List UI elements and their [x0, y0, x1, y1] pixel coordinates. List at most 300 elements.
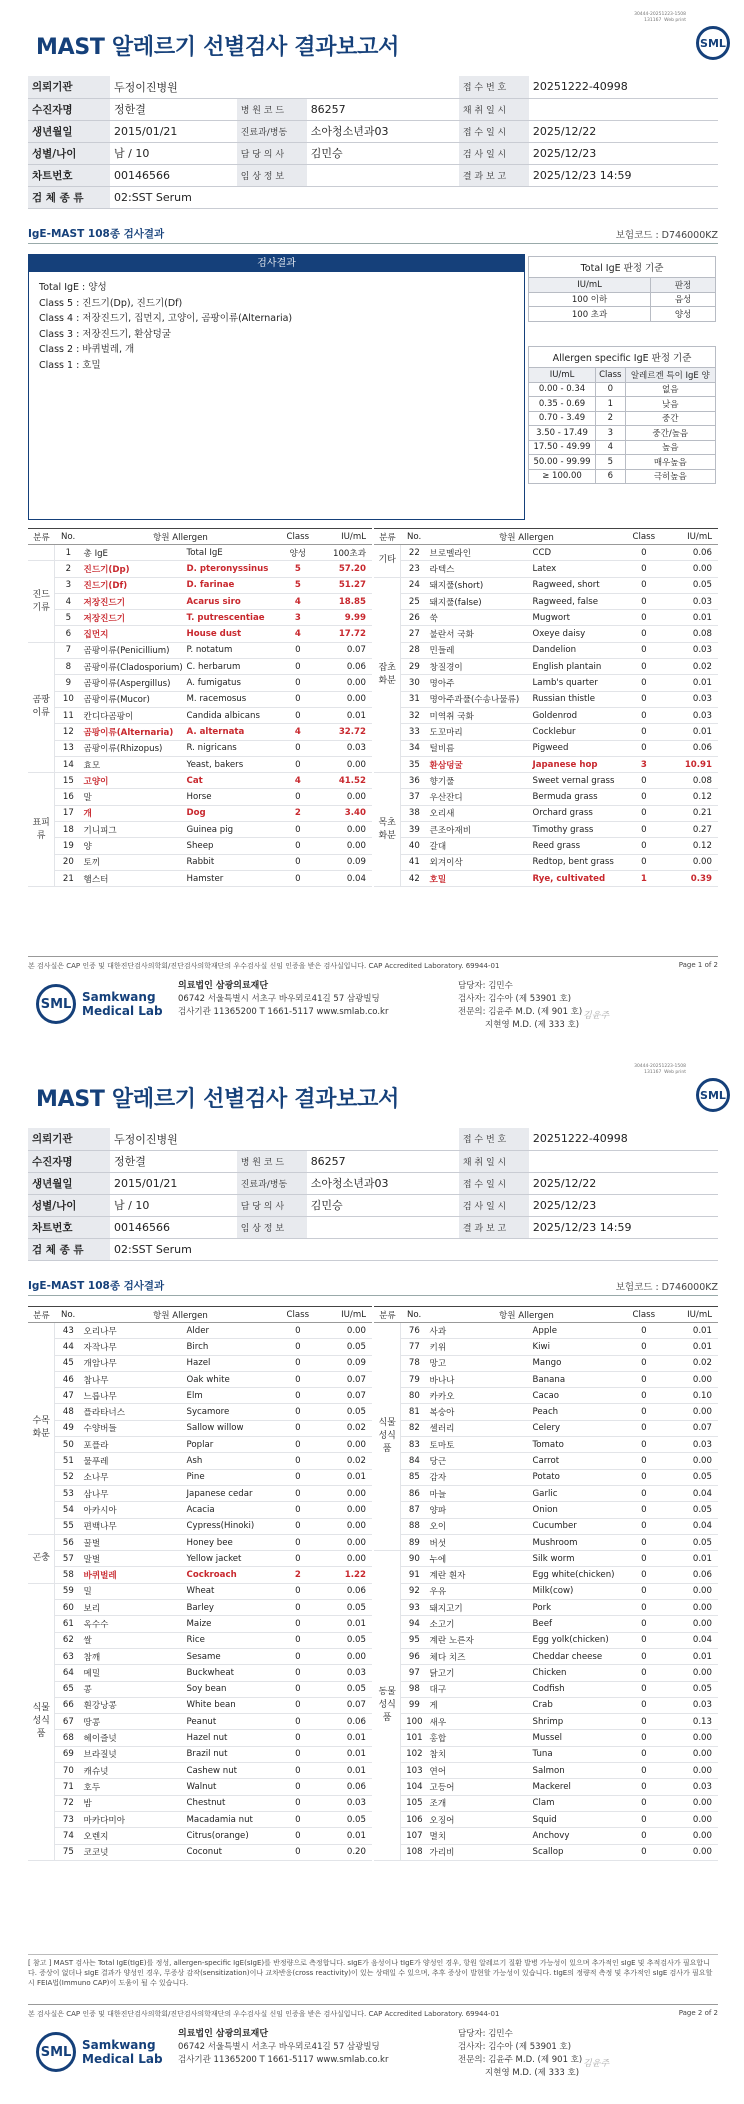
allergen-korean: 토끼	[82, 854, 185, 870]
allergen-class: 0	[625, 1746, 662, 1762]
allergen-no: 39	[401, 822, 428, 838]
allergen-value: 0.00	[316, 1648, 372, 1664]
category-label: 목초화분	[374, 773, 401, 887]
allergen-value: 0.00	[662, 1453, 718, 1469]
allergen-class: 0	[279, 1632, 316, 1648]
criteria-row	[529, 455, 716, 470]
allergen-korean: 고등어	[428, 1779, 531, 1795]
total-ige-criteria	[528, 256, 716, 322]
column-header: No.	[401, 1307, 428, 1323]
allergen-no: 5	[55, 610, 82, 626]
allergen-no: 32	[401, 707, 428, 723]
allergen-english: Tomato	[531, 1437, 626, 1453]
allergen-english: Oxeye daisy	[531, 626, 626, 642]
table-row	[28, 724, 372, 740]
allergen-english: A. fumigatus	[185, 675, 280, 691]
allergen-english: Shrimp	[531, 1714, 626, 1730]
table-row	[28, 1485, 372, 1501]
table-row	[374, 1828, 718, 1844]
allergen-korean: 연어	[428, 1763, 531, 1779]
allergen-no: 7	[55, 642, 82, 658]
allergen-korean: 보리	[82, 1600, 185, 1616]
allergen-english: D. pteronyssinus	[185, 561, 280, 577]
table-row	[374, 870, 718, 886]
allergen-value: 0.02	[316, 1420, 372, 1436]
allergen-no: 18	[55, 822, 82, 838]
signature: 김윤주	[583, 1011, 610, 1021]
allergen-value: 3.40	[316, 805, 372, 821]
allergen-value: 0.00	[316, 1518, 372, 1534]
table-row	[374, 1355, 718, 1371]
allergen-english: Cypress(Hinoki)	[185, 1518, 280, 1534]
allergen-class: 0	[625, 1730, 662, 1746]
table-row	[374, 691, 718, 707]
allergen-no: 31	[401, 691, 428, 707]
allergen-class: 0	[625, 740, 662, 756]
allergen-korean: 갈대	[428, 838, 531, 854]
allergen-class: 0	[625, 724, 662, 740]
allergen-value: 0.00	[662, 1811, 718, 1827]
hospital-code: 86257	[307, 98, 459, 120]
criteria-cell: 1	[596, 397, 626, 412]
allergen-class: 0	[625, 1811, 662, 1827]
allergen-english: Barley	[185, 1600, 280, 1616]
allergen-class: 0	[279, 756, 316, 772]
table-row	[28, 1616, 372, 1632]
table-row	[374, 1648, 718, 1664]
column-header: 분류	[28, 529, 55, 545]
allergen-value: 17.72	[316, 626, 372, 642]
test-date: 2025/12/23	[529, 142, 718, 164]
table-row	[28, 1632, 372, 1648]
table-row	[28, 789, 372, 805]
allergen-no: 29	[401, 659, 428, 675]
allergen-korean: 양	[82, 838, 185, 854]
signers: 담당자: 김민수 검사자: 김수아 (제 53901 호) 전문의: 김윤주 M.D. (제 901 호) 지현영 M.D. (제 333 호)	[458, 2029, 583, 2078]
allergen-korean: 외겨이삭	[428, 854, 531, 870]
allergen-value: 9.99	[316, 610, 372, 626]
allergen-class: 3	[279, 610, 316, 626]
allergen-korean: 참나무	[82, 1371, 185, 1387]
allergen-no: 102	[401, 1746, 428, 1762]
allergen-value: 0.08	[662, 626, 718, 642]
table-row	[374, 1502, 718, 1518]
allergen-value: 0.12	[662, 789, 718, 805]
column-header: Class	[279, 529, 316, 545]
allergen-class: 0	[625, 593, 662, 609]
allergen-no: 47	[55, 1388, 82, 1404]
allergen-english: Soy bean	[185, 1681, 280, 1697]
allergen-korean: 햄스터	[82, 870, 185, 886]
column-header: Class	[625, 529, 662, 545]
allergen-no: 75	[55, 1844, 82, 1860]
table-row	[28, 1697, 372, 1713]
table-row	[28, 1795, 372, 1811]
allergen-english: Pine	[185, 1469, 280, 1485]
allergen-english: Squid	[531, 1811, 626, 1827]
table-row	[28, 1371, 372, 1387]
column-header: IU/mL	[316, 1307, 372, 1323]
allergen-korean: 수양버들	[82, 1420, 185, 1436]
allergen-no: 30	[401, 675, 428, 691]
allergen-class: 0	[279, 1355, 316, 1371]
allergen-korean: 가리비	[428, 1844, 531, 1860]
allergen-no: 24	[401, 577, 428, 593]
allergen-class: 0	[279, 854, 316, 870]
allergen-value: 0.00	[316, 1551, 372, 1567]
allergen-value: 0.05	[662, 1502, 718, 1518]
allergen-korean: 돼지고기	[428, 1600, 531, 1616]
allergen-english: Japanese cedar	[185, 1485, 280, 1501]
allergen-class: 0	[279, 1746, 316, 1762]
table-row	[374, 854, 718, 870]
table-row	[374, 1697, 718, 1713]
allergen-no: 107	[401, 1828, 428, 1844]
allergen-no: 14	[55, 756, 82, 772]
allergen-value: 0.07	[316, 1388, 372, 1404]
allergen-value: 18.85	[316, 593, 372, 609]
allergen-korean: 소고기	[428, 1616, 531, 1632]
allergen-value: 0.01	[316, 1469, 372, 1485]
allergen-value: 0.01	[316, 1730, 372, 1746]
criteria-cell: 3	[596, 426, 626, 441]
allergen-english: Ragweed, false	[531, 593, 626, 609]
allergen-no: 23	[401, 561, 428, 577]
allergen-no: 2	[55, 561, 82, 577]
allergen-class: 0	[625, 1371, 662, 1387]
allergen-korean: 옥수수	[82, 1616, 185, 1632]
allergen-class: 0	[625, 691, 662, 707]
specimen-type: 02:SST Serum	[110, 186, 718, 208]
allergen-no: 71	[55, 1779, 82, 1795]
criteria-caption: Total IgE 판정 기준	[528, 256, 716, 277]
allergen-korean: 불란서 국화	[428, 626, 531, 642]
report-page-2: 30444-20251223-1508 131167 Web print MAST 알레르기 선별검사 결과보고서 SML 의뢰기관 두정이진병원 접 수 번 호 20251222-40998 수진자명 정한결 병 원 코 드 86257 채 취 일 시 생년월일 2015/01/21 진료과/병동 소아청소년과03 접 수 일 시 2025/12/22 성별/나이 남 / 10 담 당 의 사 김민승 검 사 일 시 2025/12/23 차트번호 00146566 임 상 정 보 결 과 보 고 2025/12/23 14:59 검 체 종 류 02:SST Serum IgE-MAST 108종 검사결과 보험코드 : D746000KZ 분류 No. 항원 Allergen Class IU/mL 수목화분 43 오리나무 Alder 0 0.00 44 자작나무 Birch 0 0.05 45 개암나무 Hazel 0 0.09 46 참나무 Oak white 0 0.07 47 느릅나무 Elm 0 0.07 48 플라타너스 Sycamore 0 0.05 49 수양버들 Sallow willow 0 0.02 50 포플라 Poplar 0 0.00 51 물푸레 Ash 0 0.02 52 소나무 Pine 0 0.01 53 삼나무 Japanese cedar 0 0.00 54 아카시아 Acacia 0 0.00 55 편백나무 Cypress(Hinoki) 0 0.00 곤충 56 꿀벌 Honey bee 0 0.00 57 말벌 Yellow jacket 0 0.00 58 바퀴벌레 Cockroach 2 1.22 식물성식품 59 밀 Wheat 0 0.06 60 보리 Barley 0 0.05 61 옥수수 Maize 0 0.01 62 쌀 Rice 0 0.05 63 참깨 Sesame 0 0.00 64 메밀 Buckwheat 0 0.03 65 콩 Soy bean 0 0.05 66 흰강낭콩 White bean 0 0.07 67 땅콩 Peanut 0 0.06 68 헤이즐넛 Hazel nut 0 0.01 69 브라질넛 Brazil nut 0 0.01 70 캐슈넛 Cashew nut 0 0.01 71 호두 Walnut 0 0.06 72 밤 Chestnut 0 0.03 73 마카다미아 Macadamia nut 0 0.05 74 오렌지 Citrus(orange) 0 0.01 75 코코넛 Coconut 0 0.20 분류 No. 항원 Allergen Class IU/mL 식물성식품 76 사과 Apple 0 0.01 77 키위 Kiwi 0 0.01 78 망고 Mango 0 0.02 79 바나나 Banana 0 0.00 80 카카오 Cacao 0 0.10 81 복숭아 Peach 0 0.00 82 셀러리 Celery 0 0.07 83 토마토 Tomato 0 0.03 84 당근 Carrot 0 0.00 85 감자 Potato 0 0.05 86 마늘 Garlic 0 0.04 87 양파 Onion 0 0.05 88 오이 Cucumber 0 0.04 89 버섯 Mushroom 0 0.05 동물성식품 90 누에 Silk worm 0 0.01 91 계란 흰자 Egg white(chicken) 0 0.06 92 우유 Milk(cow) 0 0.00 93 돼지고기 Pork 0 0.00 94 소고기 Beef 0 0.00 95 계란 노른자 Egg yolk(chicken) 0 0.04 96 체다 치즈 Cheddar cheese 0 0.01 97 닭고기 Chicken 0 0.00 98 대구 Codfish 0 0.05 99 게 Crab 0 0.03 100 새우 Shrimp 0 0.13 101 홍합 Mussel 0 0.00 102 참치 Tuna 0 0.00 103 연어 Salmon 0 0.00 104 고등어 Mackerel 0 0.03 105 조개 Clam 0 0.00 106 오징어 Squid 0 0.00 107 멸치 Anchovy 0 0.00 108 가리비 Scallop 0 0.00 [ 참고 ] MAST 검사는 Total IgE(tIgE)를 정성, allergen-specific IgE(sIgE)를 반정량으로 측정합니다. sIgE가 음성이나 tIgE가 양성인 경우, 항원 알레르기 질환 발병 가능성이 있으며 추가적인 sIgE 및 추적검사가 필요합니다. 증상이 없더나 sIgE 결과가 양성인 경우, 무증상 감작(sensitization)이나 교차반응(cross reactivity)이 있는 상태일 수 있으며, 추후 증상이 발현할 가능성이 있습니다. tIgE의 정량적 측정 및 추가적인 sIgE 검사가 필요할 시 FEIA법(Immuno CAP)이 도움이 될 수 있습니다. 본 검사실은 CAP 인증 및 대한진단검사의학회/진단검사의학재단의 우수검사실 신임 인증을 받은 검사실입니다. CAP Accredited Laboratory. 69944-01 Page 2 of 2 SML Samkwang Medical Lab 의료법인 삼광의료재단 06742 서울특별시 서초구 바우뫼로41길 57 삼광빌딩 검사기관 11365200 T 1661-5117 www.smlab.co.kr 담당자: 김민수 검사자: 김수아 (제 53901 호) 전문의: 김윤주 M.D. (제 901 호) 지현영 M.D. (제 333 호) 김윤주	[0, 1052, 744, 2104]
criteria-row	[529, 440, 716, 455]
table-row	[28, 1681, 372, 1697]
table-row	[374, 675, 718, 691]
allergen-no: 44	[55, 1339, 82, 1355]
allergen-class: 0	[625, 545, 662, 561]
allergen-no: 4	[55, 593, 82, 609]
criteria-cell: 높음	[625, 440, 715, 455]
allergen-class: 4	[279, 724, 316, 740]
allergen-no: 3	[55, 577, 82, 593]
allergen-korean: 참치	[428, 1746, 531, 1762]
table-row	[374, 1420, 718, 1436]
allergen-korean: 돼지풀(false)	[428, 593, 531, 609]
allergen-class: 0	[625, 1502, 662, 1518]
allergen-no: 42	[401, 870, 428, 886]
criteria-cell: 17.50 - 49.99	[529, 440, 596, 455]
table-row	[374, 789, 718, 805]
allergen-no: 41	[401, 854, 428, 870]
allergen-no: 26	[401, 610, 428, 626]
table-row	[28, 1355, 372, 1371]
allergen-value: 0.03	[662, 707, 718, 723]
criteria-row	[529, 382, 716, 397]
allergen-english: Bermuda grass	[531, 789, 626, 805]
category-label: 표피류	[28, 773, 55, 887]
table-row	[28, 561, 372, 577]
allergen-korean: 고양이	[82, 773, 185, 789]
allergen-korean: 명아주과풀(수송나물류)	[428, 691, 531, 707]
column-header: IU/mL	[316, 529, 372, 545]
allergen-english: Beef	[531, 1616, 626, 1632]
allergen-english: Mugwort	[531, 610, 626, 626]
allergen-class: 0	[625, 1453, 662, 1469]
allergen-value: 0.06	[316, 1779, 372, 1795]
result-table-p1-right	[374, 528, 718, 887]
criteria-cell: 5	[596, 455, 626, 470]
allergen-class: 0	[279, 1616, 316, 1632]
allergen-no: 108	[401, 1844, 428, 1860]
allergen-korean: 카카오	[428, 1388, 531, 1404]
table-row	[28, 1730, 372, 1746]
table-row	[374, 642, 718, 658]
allergen-korean: 총 IgE	[82, 545, 185, 561]
allergen-class: 0	[625, 577, 662, 593]
result-summary-header: 검사결과	[29, 255, 524, 272]
table-row	[374, 724, 718, 740]
table-row	[28, 1665, 372, 1681]
allergen-value: 41.52	[316, 773, 372, 789]
table-row	[28, 1453, 372, 1469]
allergen-class: 0	[279, 707, 316, 723]
table-row	[374, 626, 718, 642]
allergen-no: 16	[55, 789, 82, 805]
allergen-class: 0	[279, 1453, 316, 1469]
allergen-no: 53	[55, 1485, 82, 1501]
allergen-value: 0.03	[316, 1665, 372, 1681]
allergen-class: 0	[279, 642, 316, 658]
allergen-english: Rice	[185, 1632, 280, 1648]
allergen-no: 33	[401, 724, 428, 740]
allergen-korean: 바퀴벌레	[82, 1567, 185, 1583]
allergen-class: 0	[279, 659, 316, 675]
allergen-value: 0.00	[316, 756, 372, 772]
allergen-english: Apple	[531, 1323, 626, 1339]
allergen-english: CCD	[531, 545, 626, 561]
table-row	[28, 659, 372, 675]
allergen-korean: 새우	[428, 1714, 531, 1730]
allergen-english: Potato	[531, 1469, 626, 1485]
table-row	[374, 1583, 718, 1599]
criteria-cell: 음성	[651, 292, 716, 307]
cap-footer-2: 본 검사실은 CAP 인증 및 대한진단검사의학회/진단검사의학재단의 우수검사실 신임 인증을 받은 검사실입니다. CAP Accredited Laboratory. 69944-01 Page 2 of 2	[28, 2004, 718, 2019]
allergen-english: Cheddar cheese	[531, 1648, 626, 1664]
allergen-class: 0	[279, 740, 316, 756]
table-row	[374, 1551, 718, 1567]
table-row	[28, 610, 372, 626]
allergen-english: Horse	[185, 789, 280, 805]
table-row	[374, 1714, 718, 1730]
table-row	[28, 642, 372, 658]
allergen-class: 0	[279, 1551, 316, 1567]
table-row	[374, 756, 718, 772]
allergen-class: 4	[279, 626, 316, 642]
allergen-value: 0.05	[316, 1632, 372, 1648]
result-table-p2-right	[374, 1306, 718, 1861]
allergen-korean: 쑥	[428, 610, 531, 626]
allergen-value: 0.00	[662, 1828, 718, 1844]
allergen-english: Goldenrod	[531, 707, 626, 723]
allergen-value: 0.00	[316, 822, 372, 838]
allergen-english: Macadamia nut	[185, 1811, 280, 1827]
allergen-english: Brazil nut	[185, 1746, 280, 1762]
signature: 김윤주	[583, 2059, 610, 2069]
allergen-korean: 브라질넛	[82, 1746, 185, 1762]
allergen-english: Dog	[185, 805, 280, 821]
table-row	[28, 1437, 372, 1453]
allergen-english: Sallow willow	[185, 1420, 280, 1436]
criteria-cell: 3.50 - 17.49	[529, 426, 596, 441]
allergen-korean: 호두	[82, 1779, 185, 1795]
allergen-value: 0.03	[662, 642, 718, 658]
allergen-english: Rye, cultivated	[531, 870, 626, 886]
allergen-korean: 기니피그	[82, 822, 185, 838]
allergen-value: 57.20	[316, 561, 372, 577]
result-line: Class 5 : 진드기(Dp), 진드기(Df)	[39, 297, 183, 309]
allergen-korean: 오징어	[428, 1811, 531, 1827]
allergen-english: Hazel nut	[185, 1730, 280, 1746]
allergen-class: 0	[625, 1551, 662, 1567]
table-row	[374, 1616, 718, 1632]
allergen-value: 0.00	[662, 1371, 718, 1387]
allergen-no: 64	[55, 1665, 82, 1681]
criteria-cell: 양성	[651, 307, 716, 322]
sex-age: 남 / 10	[110, 142, 237, 164]
allergen-value: 0.05	[316, 1600, 372, 1616]
allergen-no: 50	[55, 1437, 82, 1453]
allergen-korean: 창질경이	[428, 659, 531, 675]
allergen-no: 84	[401, 1453, 428, 1469]
allergen-class: 0	[279, 1323, 316, 1339]
allergen-korean: 곰팡이류(Mucor)	[82, 691, 185, 707]
allergen-english: Citrus(orange)	[185, 1828, 280, 1844]
allergen-english: Candida albicans	[185, 707, 280, 723]
allergen-english: Anchovy	[531, 1828, 626, 1844]
allergen-english: Cat	[185, 773, 280, 789]
lab-footer	[28, 978, 718, 1042]
allergen-english: Celery	[531, 1420, 626, 1436]
allergen-no: 54	[55, 1502, 82, 1518]
allergen-value: 0.08	[662, 773, 718, 789]
allergen-korean: 느릅나무	[82, 1388, 185, 1404]
allergen-class: 0	[279, 1404, 316, 1420]
allergen-english: T. putrescentiae	[185, 610, 280, 626]
allergen-class: 0	[625, 1567, 662, 1583]
allergen-value: 0.00	[662, 1844, 718, 1860]
lab-address: 의료법인 삼광의료재단 06742 서울특별시 서초구 바우뫼로41길 57 삼광빌딩 검사기관 11365200 T 1661-5117 www.smlab.co.kr	[178, 981, 389, 1017]
allergen-no: 83	[401, 1437, 428, 1453]
table-row	[28, 1388, 372, 1404]
result-line: Class 2 : 바퀴벌레, 개	[39, 344, 135, 355]
criteria-cell: 6	[596, 469, 626, 484]
column-header: 항원 Allergen	[428, 529, 626, 545]
allergen-english: Honey bee	[185, 1534, 280, 1550]
allergen-class: 0	[625, 1779, 662, 1795]
table-row	[374, 1518, 718, 1534]
allergen-english: Poplar	[185, 1437, 280, 1453]
allergen-class: 0	[625, 1323, 662, 1339]
criteria-cell: 4	[596, 440, 626, 455]
allergen-class: 0	[625, 1681, 662, 1697]
table-row	[374, 1730, 718, 1746]
allergen-korean: 키위	[428, 1339, 531, 1355]
allergen-class: 0	[625, 1420, 662, 1436]
allergen-class: 4	[279, 593, 316, 609]
allergen-korean: 브로멜라인	[428, 545, 531, 561]
criteria-row	[529, 292, 716, 307]
allergen-no: 19	[55, 838, 82, 854]
allergen-no: 104	[401, 1779, 428, 1795]
doctor-name: 김민승	[307, 142, 459, 164]
allergen-class: 0	[625, 1697, 662, 1713]
allergen-class: 0	[625, 1600, 662, 1616]
table-row	[28, 593, 372, 609]
allergen-korean: 우유	[428, 1583, 531, 1599]
allergen-value: 0.06	[662, 1567, 718, 1583]
criteria-header: IU/mL	[529, 278, 651, 293]
allergen-class: 1	[625, 870, 662, 886]
allergen-no: 62	[55, 1632, 82, 1648]
allergen-english: Banana	[531, 1371, 626, 1387]
allergen-class: 2	[279, 1567, 316, 1583]
criteria-cell: 100 초과	[529, 307, 651, 322]
receipt-date: 2025/12/22	[529, 120, 718, 142]
allergen-no: 10	[55, 691, 82, 707]
table-row	[374, 545, 718, 561]
column-header: 항원 Allergen	[428, 1307, 626, 1323]
allergen-value: 0.01	[316, 1763, 372, 1779]
allergen-english: Egg yolk(chicken)	[531, 1632, 626, 1648]
allergen-no: 93	[401, 1600, 428, 1616]
table-row	[28, 1420, 372, 1436]
allergen-class: 0	[279, 1437, 316, 1453]
criteria-header: 알레르겐 특이 IgE 양	[625, 368, 715, 383]
criteria-row	[529, 397, 716, 412]
allergen-no: 27	[401, 626, 428, 642]
allergen-value: 0.03	[662, 1779, 718, 1795]
allergen-korean: 게	[428, 1697, 531, 1713]
allergen-korean: 곰팡이류(Penicillium)	[82, 642, 185, 658]
allergen-value: 0.00	[662, 1583, 718, 1599]
allergen-value: 0.03	[662, 593, 718, 609]
table-row	[28, 756, 372, 772]
allergen-no: 17	[55, 805, 82, 821]
table-row	[28, 1600, 372, 1616]
allergen-english: Japanese hop	[531, 756, 626, 772]
allergen-korean: 저장진드기	[82, 593, 185, 609]
allergen-class: 0	[279, 1648, 316, 1664]
allergen-class: 0	[625, 561, 662, 577]
table-row	[374, 593, 718, 609]
allergen-english: Hazel	[185, 1355, 280, 1371]
result-line: Class 4 : 저장진드기, 집먼지, 고양이, 곰팡이류(Alternaria)	[39, 313, 293, 324]
allergen-class: 0	[279, 1388, 316, 1404]
column-header: IU/mL	[662, 1307, 718, 1323]
allergen-value: 0.04	[662, 1485, 718, 1501]
allergen-class: 0	[625, 1485, 662, 1501]
column-header: 분류	[28, 1307, 55, 1323]
result-table-p1-left	[28, 528, 372, 887]
allergen-value: 0.04	[316, 870, 372, 886]
table-row	[28, 805, 372, 821]
allergen-value: 0.01	[316, 1746, 372, 1762]
criteria-cell: 낮음	[625, 397, 715, 412]
result-line: Total IgE : 양성	[39, 282, 107, 293]
